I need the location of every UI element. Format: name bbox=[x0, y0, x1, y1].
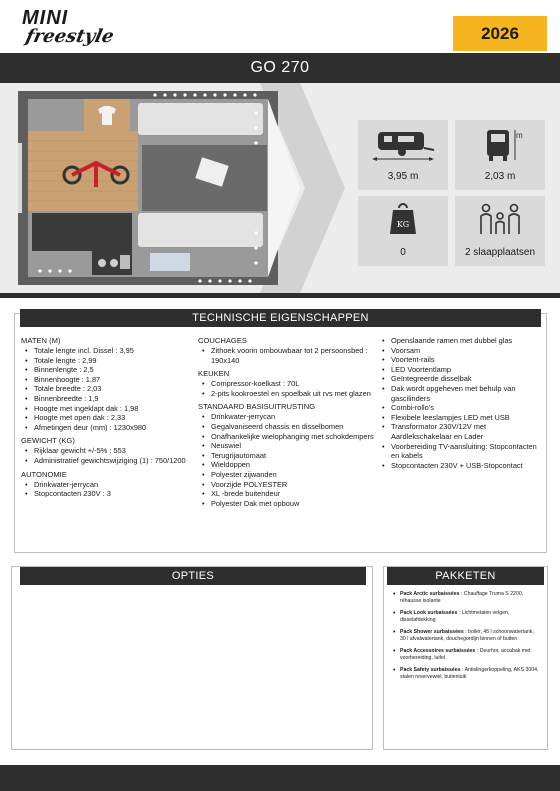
caravan-length-icon bbox=[368, 126, 438, 162]
list-item: • Flexibele leeslampjes LED met USB bbox=[378, 413, 544, 423]
list-item: • Binnenhoogte : 1,87 bbox=[21, 375, 196, 385]
packages-list bbox=[390, 591, 540, 686]
model-title: GO 270 bbox=[0, 53, 560, 83]
options-title: OPTIES bbox=[20, 567, 366, 585]
list-item: • Totale breedte : 2,03 bbox=[21, 384, 196, 394]
package-name: Pack Look surbaissées bbox=[400, 610, 458, 616]
technical-specs-panel bbox=[14, 313, 547, 553]
list-item: • Binnenlengte : 2,5 bbox=[21, 365, 196, 375]
brand-line1: MINI bbox=[22, 7, 69, 29]
year-badge: 2026 bbox=[453, 16, 547, 51]
heading-gewicht: GEWICHT (KG) bbox=[21, 436, 75, 446]
list-item: • LED Voortentlamp bbox=[378, 365, 544, 375]
list-keuken bbox=[198, 379, 378, 398]
list-item: • Polyester Dak met opbouw bbox=[198, 499, 378, 509]
family-icon bbox=[477, 202, 523, 238]
list-item: • Dak wordt opgeheven met behulp van gascilinders bbox=[378, 384, 544, 403]
package-item bbox=[390, 629, 540, 643]
list-item: • Compressor-koelkast : 70L bbox=[198, 379, 378, 389]
list-item: • Voorsam bbox=[378, 346, 544, 356]
list-item: • XL -brede buitendeur bbox=[198, 489, 378, 499]
list-item: • Rijklaar gewicht +/-5% : 553 bbox=[21, 446, 196, 456]
package-desc: : Antislingerkoppeling, AKS 3004, stalen reservewiel, buitenluik bbox=[400, 667, 539, 680]
list-item: • Stopcontacten 230V + USB-Stopcontact bbox=[378, 461, 544, 471]
list-item: • 2-pits kookroestel en spoelbak uit rvs met glazen bbox=[198, 389, 378, 399]
list-item: • Transformator 230V/12V met Aardlekschakelaar en Lader bbox=[378, 422, 544, 441]
list-item: • Voorbereiding TV-aansluiting: Stopcontacten en kabels bbox=[378, 442, 544, 461]
footer-bar bbox=[0, 765, 560, 791]
list-item: • Hoogte met open dak : 2,33 bbox=[21, 413, 196, 423]
caravan-width-icon bbox=[475, 126, 525, 164]
brand-line2: freestyle bbox=[23, 26, 116, 47]
options-panel bbox=[11, 566, 373, 750]
tech-column-1 bbox=[21, 332, 196, 499]
package-item bbox=[390, 648, 540, 662]
list-item: • Hoogte met ingeklapt dak : 1,98 bbox=[21, 404, 196, 414]
overview-panel bbox=[0, 83, 560, 293]
floor-plan bbox=[10, 83, 355, 293]
list-autonomie bbox=[21, 480, 196, 499]
spec-sleeping-value: 2 slaapplaatsen bbox=[464, 247, 536, 258]
svg-text:KG: KG bbox=[396, 220, 410, 229]
list-item: • Zithoek voorin ombouwbaar tot 2 persoonsbed : 190x140 bbox=[198, 346, 378, 365]
section-divider bbox=[0, 293, 560, 298]
heading-maten: MATEN (M) bbox=[21, 336, 61, 345]
heading-autonomie: AUTONOMIE bbox=[21, 469, 67, 479]
package-item bbox=[390, 591, 540, 605]
weight-icon bbox=[388, 202, 418, 236]
list-item: • Drinkwater-jerrycan bbox=[198, 412, 378, 422]
svg-text:m: m bbox=[516, 131, 523, 140]
heading-keuken: KEUKEN bbox=[198, 369, 230, 379]
spec-weight bbox=[358, 196, 448, 266]
package-name: Pack Accessoires surbaissées bbox=[400, 648, 476, 654]
list-item: • Polyester zijwanden bbox=[198, 470, 378, 480]
list-item: • Voortent-rails bbox=[378, 355, 544, 365]
package-item bbox=[390, 610, 540, 624]
list-item: • Onafhankelijke wielophanging met schokdempers bbox=[198, 432, 378, 442]
package-desc: : boiler, 45 l schoonwatertank, 30 l afvalwatertank, douchegordijn binnen of buiten bbox=[400, 629, 534, 642]
list-extra bbox=[378, 336, 544, 470]
list-item: • Binnenbreedte : 1,9 bbox=[21, 394, 196, 404]
list-item: • Combi-rollo's bbox=[378, 403, 544, 413]
heading-couchages: COUCHAGES bbox=[198, 336, 247, 345]
list-basisuitrusting bbox=[198, 412, 378, 508]
technical-specs-title: TECHNISCHE EIGENSCHAPPEN bbox=[20, 309, 541, 327]
list-item: • Wieldoppen bbox=[198, 460, 378, 470]
list-item: • Geïntegreerde disselbak bbox=[378, 374, 544, 384]
spec-sleeping bbox=[455, 196, 545, 266]
package-name: Pack Arctic surbaissées bbox=[400, 591, 460, 597]
list-item: • Drinkwater-jerrycan bbox=[21, 480, 196, 490]
packages-panel bbox=[383, 566, 548, 750]
package-name: Pack Safety surbaissées bbox=[400, 667, 461, 673]
list-couchages bbox=[198, 346, 378, 365]
spec-length-value: 3,95 m bbox=[387, 171, 419, 182]
list-item: • Totale lengte : 2,99 bbox=[21, 356, 196, 366]
list-item: • Totale lengte incl. Dissel : 3,95 bbox=[21, 346, 196, 356]
spec-width bbox=[455, 120, 545, 190]
list-item: • Gegalvaniseerd chassis en disselbomen bbox=[198, 422, 378, 432]
list-item: • Administratief gewichtswijziging (1) : 750/1200 bbox=[21, 456, 196, 466]
package-desc: : Chauffage Truma S 2200, réhausse isolante bbox=[400, 591, 524, 604]
spec-width-value: 2,03 m bbox=[484, 171, 516, 182]
spec-weight-value: 0 bbox=[400, 247, 406, 258]
list-item: • Terugrijautomaat bbox=[198, 451, 378, 461]
list-item: • Afmetingen deur (mm) : 1230x980 bbox=[21, 423, 196, 433]
package-desc: : Lichtmetalen velgen, disselafdekking bbox=[400, 610, 510, 623]
packages-title: PAKKETEN bbox=[387, 567, 544, 585]
list-item: • Openslaande ramen met dubbel glas bbox=[378, 336, 544, 346]
brand-logo bbox=[22, 8, 142, 48]
list-gewicht bbox=[21, 446, 196, 465]
spec-length bbox=[358, 120, 448, 190]
list-item: • Voorzijde POLYESTER bbox=[198, 480, 378, 490]
tech-column-2 bbox=[198, 332, 378, 508]
list-item: • Stopcontacten 230V : 3 bbox=[21, 489, 196, 499]
list-maten bbox=[21, 346, 196, 432]
heading-basisuitrusting: STANDAARD BASISUITRUSTING bbox=[198, 402, 316, 412]
tech-column-3 bbox=[378, 332, 544, 470]
package-name: Pack Shower surbaissées bbox=[400, 629, 464, 635]
package-item bbox=[390, 667, 540, 681]
package-desc: : Deurhor, accubak met voorbereiding, luifel bbox=[400, 648, 531, 661]
list-item: • Neuswiel bbox=[198, 441, 378, 451]
